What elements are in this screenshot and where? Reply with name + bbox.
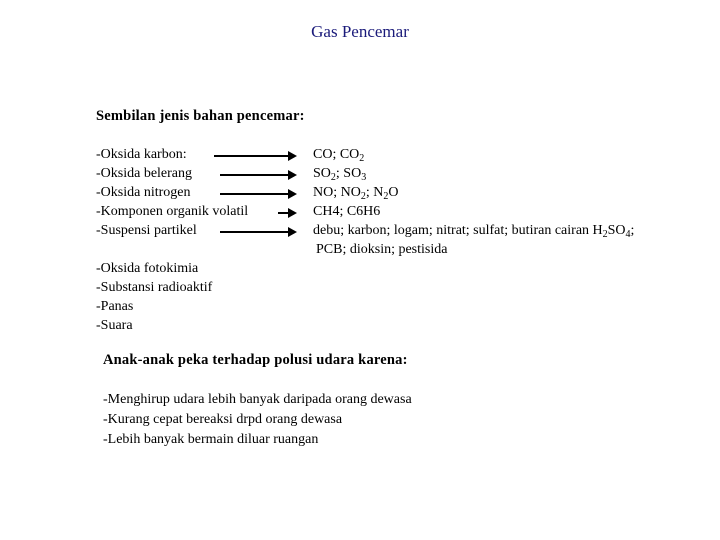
arrow-right-icon bbox=[220, 174, 295, 176]
gas-item: debu; karbon; logam; nitrat; sulfat; butiran cairan $H_2SO_4$; bbox=[313, 223, 635, 240]
pollutant-item: -Oksida belerang bbox=[96, 166, 193, 181]
gas-item: NO; $NO_2$; $N_2O$ bbox=[313, 185, 399, 202]
pollutant-item: -Oksida karbon: bbox=[96, 147, 187, 162]
other-pollutant-item: -Panas bbox=[96, 299, 134, 314]
arrow-right-icon bbox=[220, 231, 295, 233]
pollutants-heading: Sembilan jenis bahan pencemar: bbox=[96, 108, 305, 124]
reason-item: -Kurang cepat bereaksi drpd orang dewasa bbox=[103, 412, 343, 427]
slide-title: Gas Pencemar bbox=[311, 22, 409, 41]
arrow-right-icon bbox=[278, 212, 295, 214]
gas-item: CH4; C6H6 bbox=[313, 204, 381, 219]
children-heading: Anak-anak peka terhadap polusi udara karena: bbox=[103, 352, 408, 368]
other-pollutant-item: -Oksida fotokimia bbox=[96, 261, 199, 276]
pollutant-item: -Suspensi partikel bbox=[96, 223, 197, 238]
gas-item: CO; $CO_2$ bbox=[313, 147, 365, 164]
other-pollutant-item: -Suara bbox=[96, 318, 133, 333]
gas-item: PCB; dioksin; pestisida bbox=[316, 242, 448, 257]
reason-item: -Lebih banyak bermain diluar ruangan bbox=[103, 432, 319, 447]
pollutant-item: -Oksida nitrogen bbox=[96, 185, 191, 200]
gas-item: $SO_2$; $SO_3$ bbox=[313, 166, 367, 183]
reason-item: -Menghirup udara lebih banyak daripada orang dewasa bbox=[103, 392, 412, 407]
arrow-right-icon bbox=[214, 155, 295, 157]
arrow-right-icon bbox=[220, 193, 295, 195]
pollutant-item: -Komponen organik volatil bbox=[96, 204, 249, 219]
other-pollutant-item: -Substansi radioaktif bbox=[96, 280, 213, 295]
